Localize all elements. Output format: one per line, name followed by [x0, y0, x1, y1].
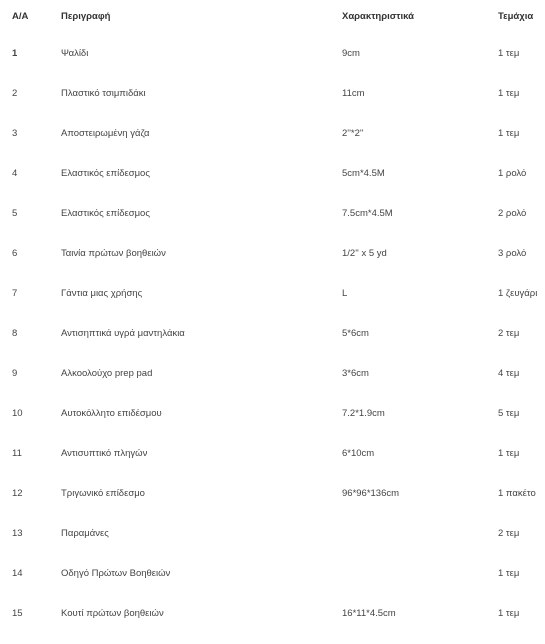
- table-row: [0, 554, 545, 594]
- table-header-row: [0, 0, 545, 34]
- row-description: Γάντια μιας χρήσης: [61, 288, 143, 299]
- row-quantity: 1 τεμ: [498, 448, 520, 459]
- row-specs: 5cm*4.5M: [342, 168, 385, 179]
- row-aa: 14: [12, 568, 23, 579]
- row-quantity: 2 τεμ: [498, 328, 520, 339]
- row-quantity: 1 τεμ: [498, 48, 520, 59]
- row-aa: 12: [12, 488, 23, 499]
- row-quantity: 2 τεμ: [498, 528, 520, 539]
- table-row: [0, 434, 545, 474]
- row-specs: 5*6cm: [342, 328, 369, 339]
- row-description: Ψαλίδι: [61, 48, 89, 59]
- row-quantity: 1 τεμ: [498, 608, 520, 619]
- table-row: [0, 154, 545, 194]
- row-description: Κουτί πρώτων βοηθειών: [61, 608, 164, 619]
- row-specs: 2''*2'': [342, 128, 364, 139]
- row-aa: 15: [12, 608, 23, 619]
- table-body: [0, 34, 545, 634]
- row-description: Αποστειρωμένη γάζα: [61, 128, 150, 139]
- row-aa: 2: [12, 88, 18, 99]
- row-quantity: 3 ρολό: [498, 248, 527, 259]
- row-aa: 8: [12, 328, 18, 339]
- row-description: Αντισηπτικά υγρά μαντηλάκια: [61, 328, 185, 339]
- row-description: Ελαστικός επίδεσμος: [61, 168, 150, 179]
- table-row: [0, 74, 545, 114]
- row-description: Τριγωνικό επίδεσμο: [61, 488, 145, 499]
- row-quantity: 4 τεμ: [498, 368, 520, 379]
- table-row: [0, 114, 545, 154]
- table-row: [0, 274, 545, 314]
- row-quantity: 1 τεμ: [498, 88, 520, 99]
- row-specs: 16*11*4.5cm: [342, 608, 396, 619]
- table-row: [0, 514, 545, 554]
- row-quantity: 1 τεμ: [498, 128, 520, 139]
- row-specs: 9cm: [342, 48, 360, 59]
- row-aa: 10: [12, 408, 23, 419]
- row-aa: 7: [12, 288, 18, 299]
- row-specs: 1/2'' x 5 yd: [342, 248, 387, 259]
- row-aa: 13: [12, 528, 23, 539]
- row-description: Αυτοκόλλητο επιδέσμου: [61, 408, 162, 419]
- table-row: [0, 314, 545, 354]
- row-specs: 3*6cm: [342, 368, 369, 379]
- row-description: Πλαστικό τσιμπιδάκι: [61, 88, 146, 99]
- row-aa: 3: [12, 128, 18, 139]
- row-quantity: 5 τεμ: [498, 408, 520, 419]
- header-quantity: Τεμάχια: [498, 11, 534, 22]
- row-aa: 9: [12, 368, 18, 379]
- header-specs: Χαρακτηριστικά: [342, 11, 414, 22]
- table-row: [0, 234, 545, 274]
- row-specs: L: [342, 288, 348, 299]
- row-description: Ελαστικός επίδεσμος: [61, 208, 150, 219]
- table-row: [0, 354, 545, 394]
- row-specs: 7.2*1.9cm: [342, 408, 385, 419]
- table-row: [0, 594, 545, 634]
- row-specs: 6*10cm: [342, 448, 375, 459]
- row-quantity: 1 τεμ: [498, 568, 520, 579]
- row-specs: 7.5cm*4.5M: [342, 208, 393, 219]
- header-description: Περιγραφή: [61, 11, 111, 22]
- row-quantity: 1 ρολό: [498, 168, 527, 179]
- row-description: Οδηγό Πρώτων Βοηθειών: [61, 568, 171, 579]
- row-quantity: 2 ρολό: [498, 208, 527, 219]
- row-description: Αλκοολούχο prep pad: [61, 368, 153, 379]
- row-aa: 6: [12, 248, 18, 259]
- table-row: [0, 194, 545, 234]
- row-description: Παραμάνες: [61, 528, 109, 539]
- row-aa: 11: [12, 448, 22, 459]
- row-aa: 5: [12, 208, 18, 219]
- row-quantity: 1 πακέτο: [498, 488, 536, 499]
- row-description: Ταινία πρώτων βοηθειών: [61, 248, 166, 259]
- header-aa: Α/Α: [12, 11, 29, 22]
- row-quantity: 1 ζευγάρι: [498, 288, 538, 299]
- row-specs: 11cm: [342, 88, 365, 99]
- table-row: [0, 394, 545, 434]
- table-row: [0, 474, 545, 514]
- table-row: [0, 34, 545, 74]
- row-aa: 1: [12, 48, 18, 59]
- row-description: Αντισυπτικό πληγών: [61, 448, 148, 459]
- row-aa: 4: [12, 168, 18, 179]
- row-specs: 96*96*136cm: [342, 488, 400, 499]
